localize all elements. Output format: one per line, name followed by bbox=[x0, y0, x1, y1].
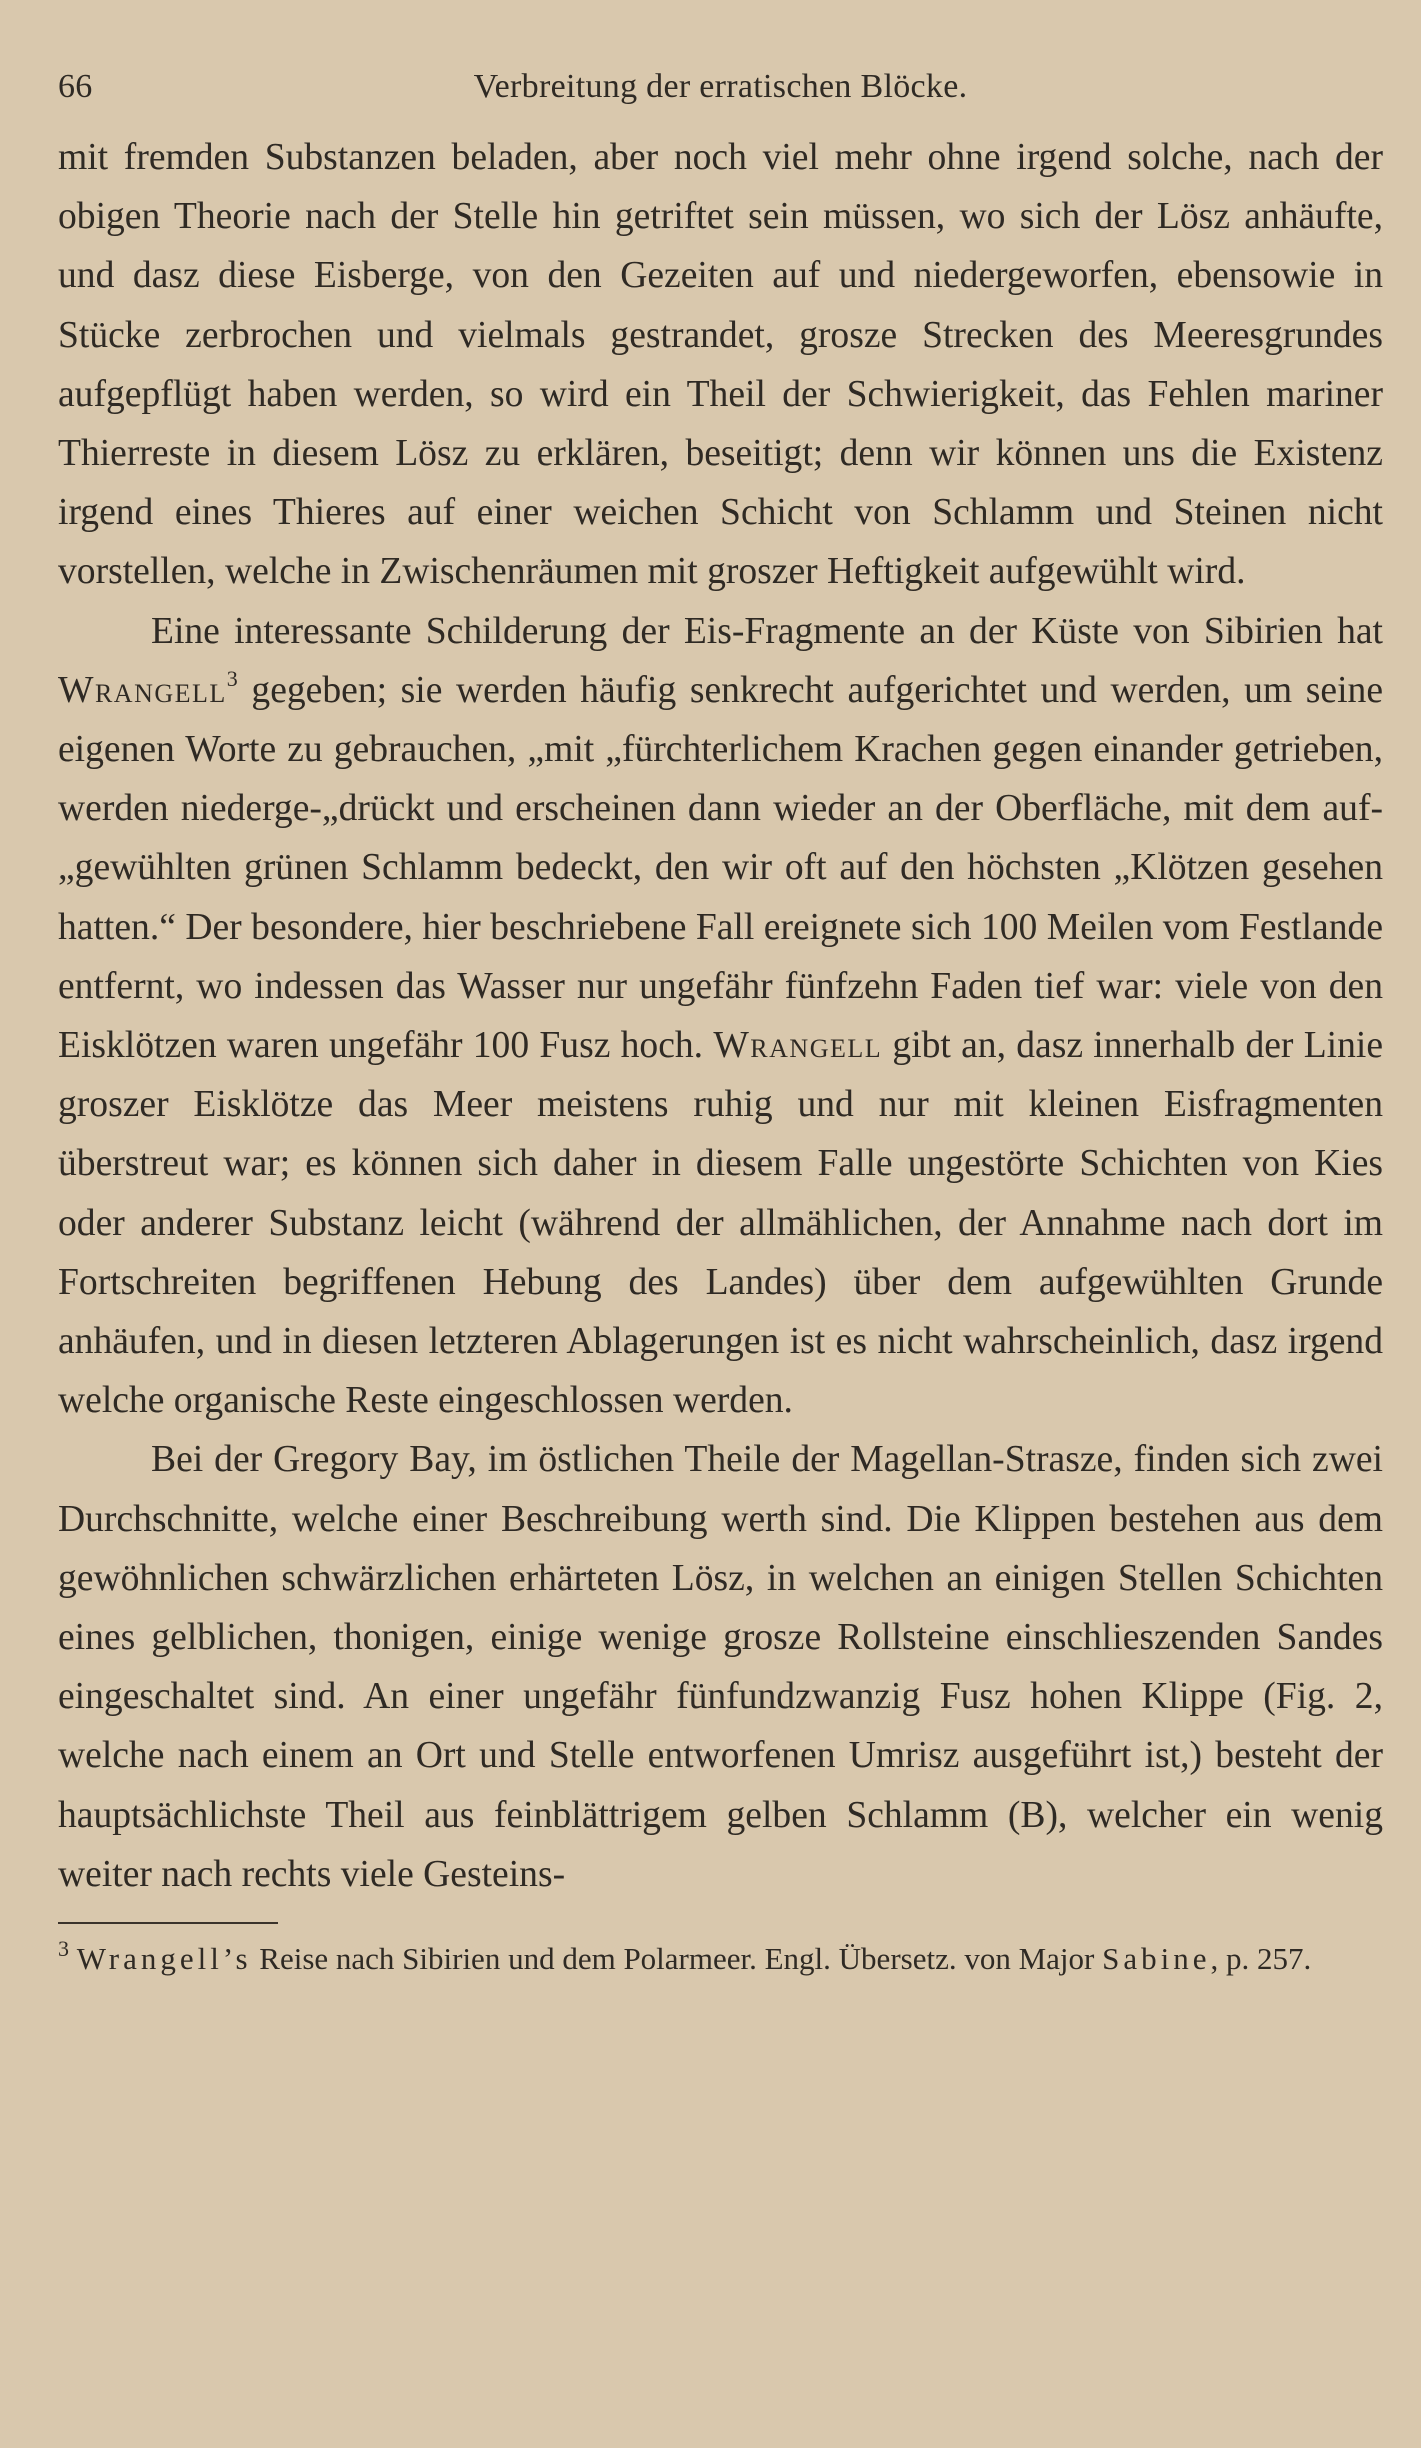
running-head bbox=[58, 68, 1383, 116]
footnote-text bbox=[77, 1941, 1311, 1976]
spaced-name: Sabine bbox=[1102, 1941, 1211, 1977]
paragraph bbox=[58, 1430, 1383, 1904]
spaced-name: Wrangell’s bbox=[76, 1941, 252, 1977]
author-name: Wrangell bbox=[713, 1025, 883, 1067]
running-title: Verbreitung der erratischen Blöcke. bbox=[473, 68, 968, 105]
text-run: , p. 257. bbox=[1210, 1941, 1312, 1977]
page-number: 66 bbox=[58, 68, 93, 105]
footnote-marker: 3 bbox=[58, 1935, 69, 1961]
footnote-divider bbox=[58, 1922, 278, 1924]
author-name: Wrangell bbox=[58, 669, 227, 711]
footnote-reference: 3 bbox=[226, 666, 238, 692]
text-run: gibt an, dasz innerhalb der Linie groszer Eisklötze das Meer meistens ruhig und nur mit kleinen Eisfragmenten überstreut war; es können sich daher in diesem Falle ungestörte Schichten von Kies oder anderer Substanz leicht (während der allmählichen, der Annahme nach dort im Fortschreiten begriffenen Hebung des Landes) über dem aufgewühlten Grunde anhäufen, und in diesen letzteren Ablagerungen ist es nicht wahrscheinlich, dasz irgend welche organische Reste eingeschlossen werden. bbox=[58, 1025, 1383, 1422]
text-run: Reise nach Sibirien und dem Polarmeer. Engl. Übersetz. von Major bbox=[251, 1941, 1103, 1977]
paragraph bbox=[58, 602, 1383, 1431]
text-run: gegeben; sie werden häufig senkrecht aufgerichtet und werden, um seine eigenen Worte zu gebrauchen, „mit „fürchterlichem Krachen gegen einander getrieben, werden niederge-„drückt und erscheinen dann wieder an der Oberfläche, mit dem auf-„gewühlten grünen Schlamm bedeckt, den wir oft auf den höchsten „Klötzen gesehen hatten.“ Der besondere, hier beschriebene Fall ereignete sich 100 Meilen vom Festlande entfernt, wo indessen das Wasser nur ungefähr fünfzehn Faden tief war: viele von den Eisklötzen waren ungefähr 100 Fusz hoch. bbox=[58, 669, 1383, 1067]
paragraph bbox=[58, 128, 1383, 602]
footnote bbox=[58, 1935, 1383, 1980]
text-run: Eine interessante Schilderung der Eis-Fragmente an der Küste von Sibirien hat bbox=[151, 610, 1383, 652]
text-run: Bei der Gregory Bay, im östlichen Theile der Magellan-Strasze, finden sich zwei Durchschnitte, welche einer Beschreibung werth sind. Die Klippen bestehen aus dem gewöhnlichen schwärzlichen erhärteten Lösz, in welchen an einigen Stellen Schichten eines gelblichen, thonigen, einige wenige grosze Rollsteine einschlieszenden Sandes eingeschaltet sind. An einer ungefähr fünfundzwanzig Fusz hohen Klippe (Fig. 2, welche nach einem an Ort und Stelle entworfenen Umrisz ausgeführt ist,) besteht der hauptsächlichste Theil aus feinblättrigem gelben Schlamm (B), welcher ein wenig weiter nach rechts viele Gesteins- bbox=[58, 1439, 1383, 1895]
body-text bbox=[58, 128, 1383, 1904]
text-run: mit fremden Substanzen beladen, aber noch viel mehr ohne irgend solche, nach der obigen Theorie nach der Stelle hin getriftet sein müssen, wo sich der Lösz anhäufte, und dasz diese Eisberge, von den Gezeiten auf und niedergeworfen, ebensowie in Stücke zerbrochen und vielmals gestrandet, grosze Strecken des Meeresgrundes aufgepflügt haben werden, so wird ein Theil der Schwierigkeit, das Fehlen mariner Thierreste in diesem Lösz zu erklären, beseitigt; denn wir können uns die Existenz irgend eines Thieres auf einer weichen Schicht von Schlamm und Steinen nicht vorstellen, welche in Zwischenräumen mit groszer Heftigkeit aufgewühlt wird. bbox=[58, 137, 1383, 593]
